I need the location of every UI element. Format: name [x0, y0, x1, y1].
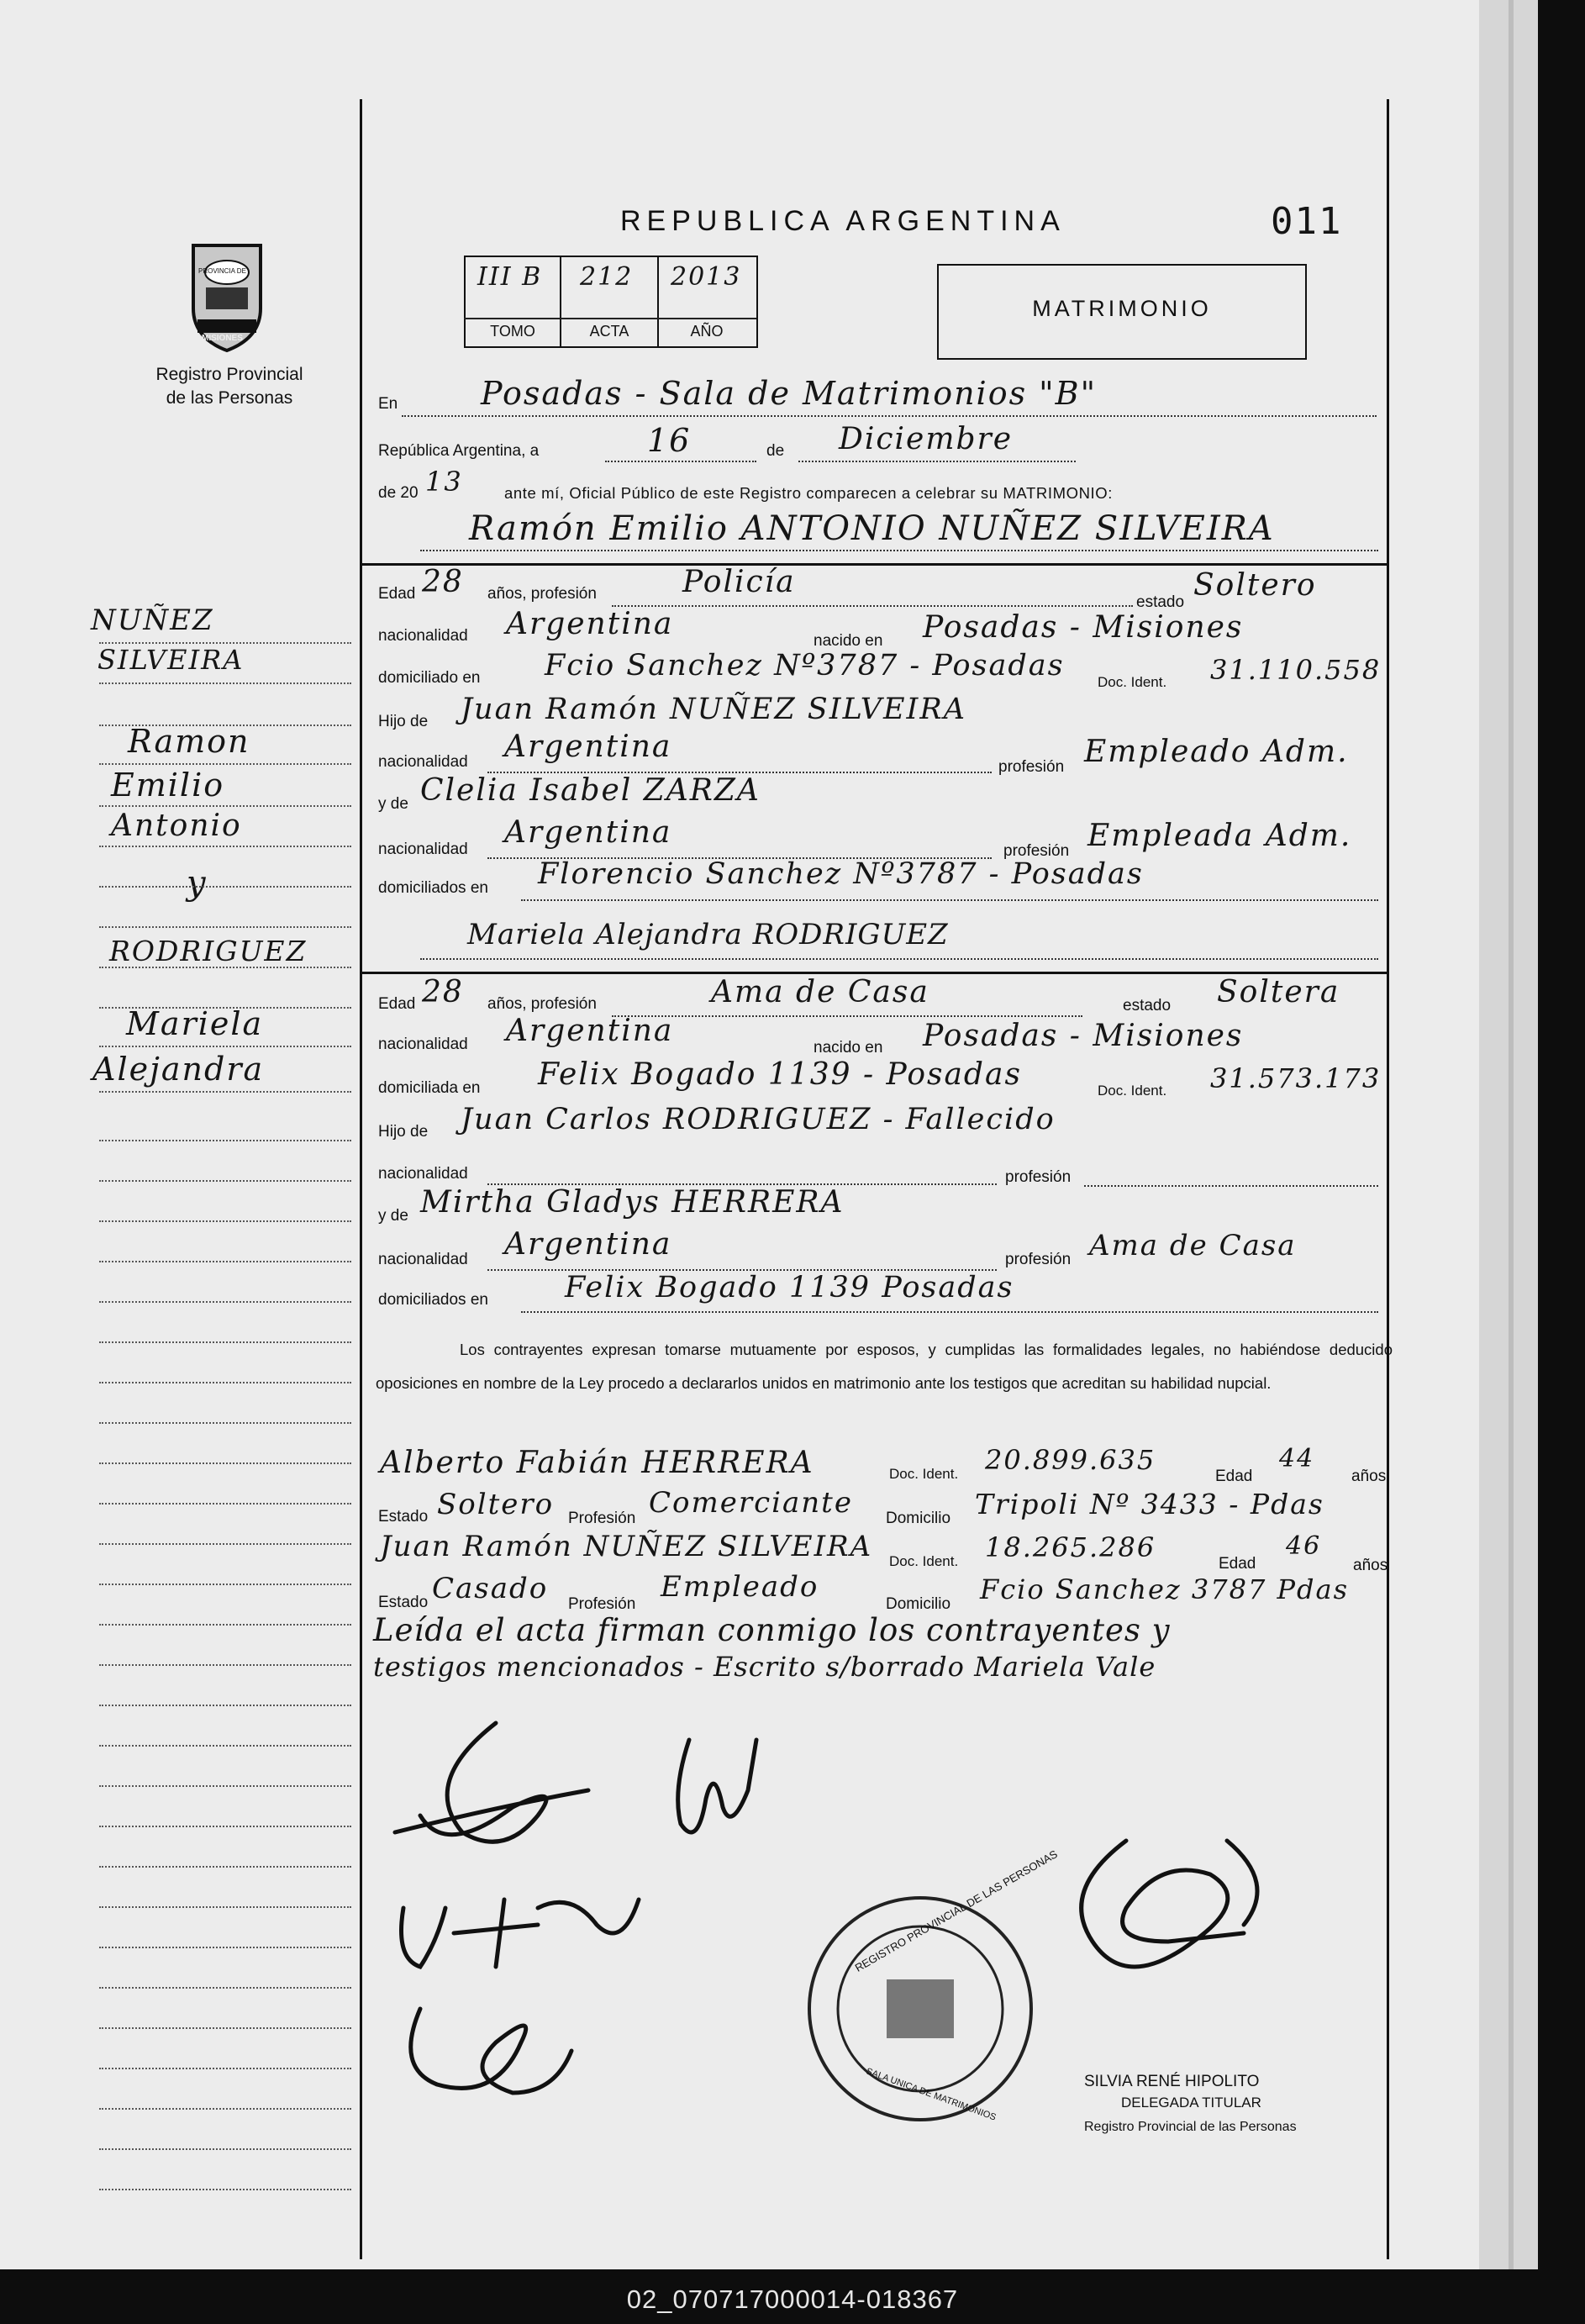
groom-madre-nac-label: nacionalidad [378, 841, 468, 858]
witness2-signature-icon [411, 2009, 571, 2093]
field-line [798, 461, 1076, 462]
marriage-declaration: Los contrayentes expresan tomarse mutuamente por esposos, y cumplidas las formalidades legales, no habiéndose deducido oposiciones en nombre de la Ley procedo a declararlos unidos en matrimonio ante los testigos que acreditan su habilidad nupcial. [376, 1341, 1393, 1392]
margin-rule-line [99, 1543, 351, 1545]
margin-groom-surname1: NUÑEZ [91, 603, 214, 637]
groom-madre: Clelia Isabel ZARZA [420, 773, 761, 808]
tomo-label: TOMO [490, 323, 535, 340]
witness2-prof-label: Profesión [568, 1595, 636, 1613]
witness1-anos-label: años [1351, 1468, 1387, 1485]
margin-rule-line [99, 682, 351, 684]
witness1-edad: 44 [1279, 1444, 1315, 1473]
bride-signature-icon [678, 1740, 756, 1832]
bride-doc-label: Doc. Ident. [1098, 1083, 1167, 1099]
margin-rule-line [99, 1584, 351, 1585]
marriage-year: 13 [425, 466, 463, 498]
field-line [521, 1311, 1378, 1313]
marriage-day: 16 [647, 422, 692, 459]
bride-nacido-label: nacido en [814, 1039, 883, 1057]
groom-doms-label: domiciliados en [378, 879, 488, 897]
margin-rule-line [99, 926, 351, 928]
margin-rule-line [99, 1382, 351, 1383]
groom-nacido: Posadas - Misiones [923, 610, 1244, 645]
groom-madre-nac: Argentina [504, 815, 672, 850]
margin-conjunction: y [187, 864, 208, 903]
logo-bottom-text: MISIONES [202, 334, 243, 343]
witness1-dom-label: Domicilio [886, 1510, 951, 1527]
margin-groom-name3: Antonio [111, 809, 242, 843]
field-line [420, 958, 1378, 960]
margin-rule-line [99, 1220, 351, 1222]
seal-inner-text: SALA UNICA DE MATRIMONIOS [864, 2066, 998, 2123]
officer-name: SILVIA RENÉ HIPOLITO [1084, 2073, 1260, 2090]
witness2-domicilio: Fcio Sanchez 3787 Pdas [980, 1573, 1350, 1605]
bride-padres-domicilio: Felix Bogado 1139 Posadas [565, 1271, 1014, 1304]
de-label: de [766, 442, 785, 460]
margin-rule-line [99, 1947, 351, 1948]
witness2-estado-label: Estado [378, 1594, 429, 1611]
bride-domicilio: Felix Bogado 1139 - Posadas [538, 1057, 1022, 1092]
republica-label: República Argentina, a [378, 442, 540, 460]
witness1-estado-label: Estado [378, 1508, 429, 1526]
groom-doc: 31.110.558 [1210, 654, 1382, 686]
witness2-profesion: Empleado [661, 1570, 819, 1604]
officer-title: DELEGADA TITULAR [1121, 2095, 1261, 2111]
bride-hijo-label: Hijo de [378, 1123, 429, 1141]
witness2-edad: 46 [1286, 1531, 1322, 1561]
groom-nac-label: nacionalidad [378, 627, 468, 645]
margin-divider-line [360, 99, 362, 2259]
field-line [402, 415, 1377, 417]
margin-bride-name1: Mariela [126, 1005, 264, 1042]
groom-madre-prof: Empleada Adm. [1087, 819, 1352, 853]
tomo-value: III B [477, 262, 543, 292]
margin-rule-line [99, 1866, 351, 1868]
officer-signature-icon [1082, 1841, 1257, 1967]
seal-ring-text: REGISTRO PROVINCIAL DE LAS PERSONAS [852, 1847, 1060, 1974]
groom-edad: 28 [422, 565, 464, 599]
acta-value: 212 [580, 262, 634, 292]
witness2-estado: Casado [432, 1572, 549, 1605]
margin-rule-line [99, 2189, 351, 2190]
groom-padre-nac: Argentina [504, 730, 672, 764]
bride-dom-label: domiciliada en [378, 1079, 481, 1097]
witness2-edad-label: Edad [1219, 1555, 1256, 1573]
witness2-doc: 18.265.286 [985, 1531, 1156, 1563]
groom-padre-prof-label: profesión [998, 758, 1065, 776]
bride-prof-label: años, profesión [487, 995, 597, 1013]
marriage-month: Diciembre [839, 422, 1014, 456]
bride-doc: 31.573.173 [1210, 1062, 1382, 1094]
bride-madre-prof-label: profesión [1005, 1251, 1072, 1268]
groom-nacido-label: nacido en [814, 632, 883, 650]
bride-profesion: Ama de Casa [711, 975, 929, 1009]
groom-yde-label: y de [378, 795, 408, 813]
witness1-doc-label: Doc. Ident. [889, 1466, 959, 1482]
intro-statement: ante mí, Oficial Público de este Registro comparecen a celebrar su MATRIMONIO: [504, 484, 1114, 502]
groom-prof-label: años, profesión [487, 585, 597, 603]
bride-nacionalidad: Argentina [506, 1014, 674, 1048]
margin-rule-line [99, 1624, 351, 1626]
section-divider [361, 972, 1388, 974]
witness2-anos-label: años [1353, 1557, 1388, 1574]
margin-rule-line [99, 1826, 351, 1827]
bride-madre-prof: Ama de Casa [1089, 1229, 1297, 1262]
groom-doc-label: Doc. Ident. [1098, 674, 1167, 690]
groom-padres-domicilio: Florencio Sanchez Nº3787 - Posadas [538, 857, 1144, 891]
margin-rule-line [99, 1422, 351, 1424]
margin-rule-line [99, 1745, 351, 1747]
bride-edad: 28 [422, 975, 464, 1009]
officer-org: Registro Provincial de las Personas [1084, 2120, 1297, 2134]
closing-line-2: testigos mencionados - Escrito s/borrado Mariela Vale [373, 1651, 1156, 1683]
section-divider [361, 563, 1388, 566]
closing-line-1: Leída el acta firman conmigo los contrayentes y [373, 1612, 1171, 1648]
bride-nacido: Posadas - Misiones [923, 1019, 1244, 1053]
page-number: 011 [1271, 200, 1343, 243]
margin-rule-line [99, 1705, 351, 1706]
margin-rule-line [99, 1341, 351, 1343]
registry-name-line1: Registro Provincial [155, 365, 303, 384]
groom-hijo-label: Hijo de [378, 713, 429, 730]
margin-groom-surname2: SILVEIRA [97, 644, 245, 676]
margin-rule-line [99, 2108, 351, 2110]
witness1-name: Alberto Fabián HERRERA [380, 1446, 814, 1480]
margin-rule-line [99, 1664, 351, 1666]
bride-edad-label: Edad [378, 995, 416, 1013]
country-heading: REPUBLICA ARGENTINA [620, 205, 1066, 237]
witness1-domicilio: Tripoli Nº 3433 - Pdas [975, 1488, 1324, 1520]
margin-rule-line [99, 1503, 351, 1505]
groom-profesion: Policía [682, 565, 796, 599]
field-line [612, 1015, 1082, 1017]
margin-bride-surname: RODRIGUEZ [109, 935, 308, 967]
bride-padre-nac-label: nacionalidad [378, 1165, 468, 1183]
field-line [521, 899, 1378, 901]
groom-dom-label: domiciliado en [378, 669, 481, 687]
margin-rule-line [99, 1906, 351, 1908]
bride-madre: Mirtha Gladys HERRERA [420, 1185, 845, 1220]
marriage-place: Posadas - Sala de Matrimonios "B" [481, 375, 1098, 412]
table-divider [464, 318, 756, 319]
bride-doms-label: domiciliados en [378, 1291, 488, 1309]
groom-domicilio: Fcio Sanchez Nº3787 - Posadas [545, 649, 1065, 682]
witness2-name: Juan Ramón NUÑEZ SILVEIRA [380, 1530, 873, 1563]
margin-groom-name1: Ramon [128, 723, 250, 760]
bride-madre-nac-label: nacionalidad [378, 1251, 468, 1268]
groom-signature-icon [395, 1723, 588, 1842]
ano-label: AÑO [690, 323, 724, 340]
margin-rule-line [99, 846, 351, 847]
bride-estado: Soltera [1217, 975, 1340, 1009]
acta-label: ACTA [589, 323, 629, 340]
margin-rule-line [99, 2027, 351, 2029]
field-line [605, 461, 756, 462]
bride-yde-label: y de [378, 1207, 408, 1225]
margin-rule-line [99, 1140, 351, 1141]
margin-rule-line [99, 1091, 351, 1093]
groom-estado-label: estado [1136, 593, 1185, 611]
witness1-profesion: Comerciante [649, 1486, 853, 1520]
right-border-line [1387, 99, 1389, 2259]
groom-padre-prof: Empleado Adm. [1084, 735, 1349, 769]
margin-rule-line [99, 1462, 351, 1464]
field-line [420, 550, 1378, 551]
field-line [612, 605, 1133, 607]
witness1-signature-icon [402, 1900, 640, 1967]
footer-caption: 02_070717000014-018367 [0, 2284, 1585, 2318]
page-stack-edge [1509, 0, 1514, 2269]
bride-estado-label: estado [1123, 997, 1172, 1014]
margin-rule-line [99, 1261, 351, 1262]
groom-full-name: Ramón Emilio ANTONIO NUÑEZ SILVEIRA [469, 509, 1275, 548]
margin-rule-line [99, 967, 351, 968]
ano-value: 2013 [671, 262, 742, 292]
bride-nac-label: nacionalidad [378, 1036, 468, 1053]
margin-rule-line [99, 2148, 351, 2150]
margin-rule-line [99, 1987, 351, 1989]
logo-top-text: PROVINCIA DE [198, 267, 246, 275]
margin-rule-line [99, 1180, 351, 1182]
margin-rule-line [99, 1301, 351, 1303]
bride-padre-prof-label: profesión [1005, 1168, 1072, 1186]
witness1-edad-label: Edad [1215, 1468, 1253, 1485]
witness1-estado: Soltero [437, 1488, 555, 1521]
margin-rule-line [99, 2068, 351, 2069]
groom-edad-label: Edad [378, 585, 416, 603]
groom-padre-nac-label: nacionalidad [378, 753, 468, 771]
bride-madre-nac: Argentina [504, 1227, 672, 1262]
witness1-doc: 20.899.635 [985, 1444, 1156, 1476]
witness2-dom-label: Domicilio [886, 1595, 951, 1613]
margin-groom-name2: Emilio [111, 767, 225, 804]
margin-rule-line [99, 1785, 351, 1787]
bride-full-name: Mariela Alejandra RODRIGUEZ [467, 918, 949, 951]
groom-madre-prof-label: profesión [1003, 842, 1070, 860]
margin-rule-line [99, 1007, 351, 1009]
act-type-label: MATRIMONIO [1032, 296, 1212, 321]
field-line [1084, 1185, 1378, 1187]
margin-rule-line [99, 805, 351, 807]
witness1-prof-label: Profesión [568, 1510, 636, 1527]
groom-nacionalidad: Argentina [506, 607, 674, 641]
registry-name-line2: de las Personas [166, 388, 293, 408]
margin-rule-line [99, 725, 351, 726]
margin-rule-line [99, 886, 351, 888]
margin-rule-line [99, 763, 351, 765]
witness2-doc-label: Doc. Ident. [889, 1553, 959, 1569]
groom-padre: Juan Ramón NUÑEZ SILVEIRA [461, 693, 966, 726]
bride-padre: Juan Carlos RODRIGUEZ - Fallecido [461, 1103, 1056, 1136]
margin-rule-line [99, 1046, 351, 1047]
groom-estado: Soltero [1193, 568, 1317, 603]
en-label: En [378, 395, 398, 413]
margin-bride-name2: Alejandra [92, 1051, 265, 1088]
year-prefix: de 20 [378, 484, 419, 502]
margin-rule-line [99, 642, 351, 644]
